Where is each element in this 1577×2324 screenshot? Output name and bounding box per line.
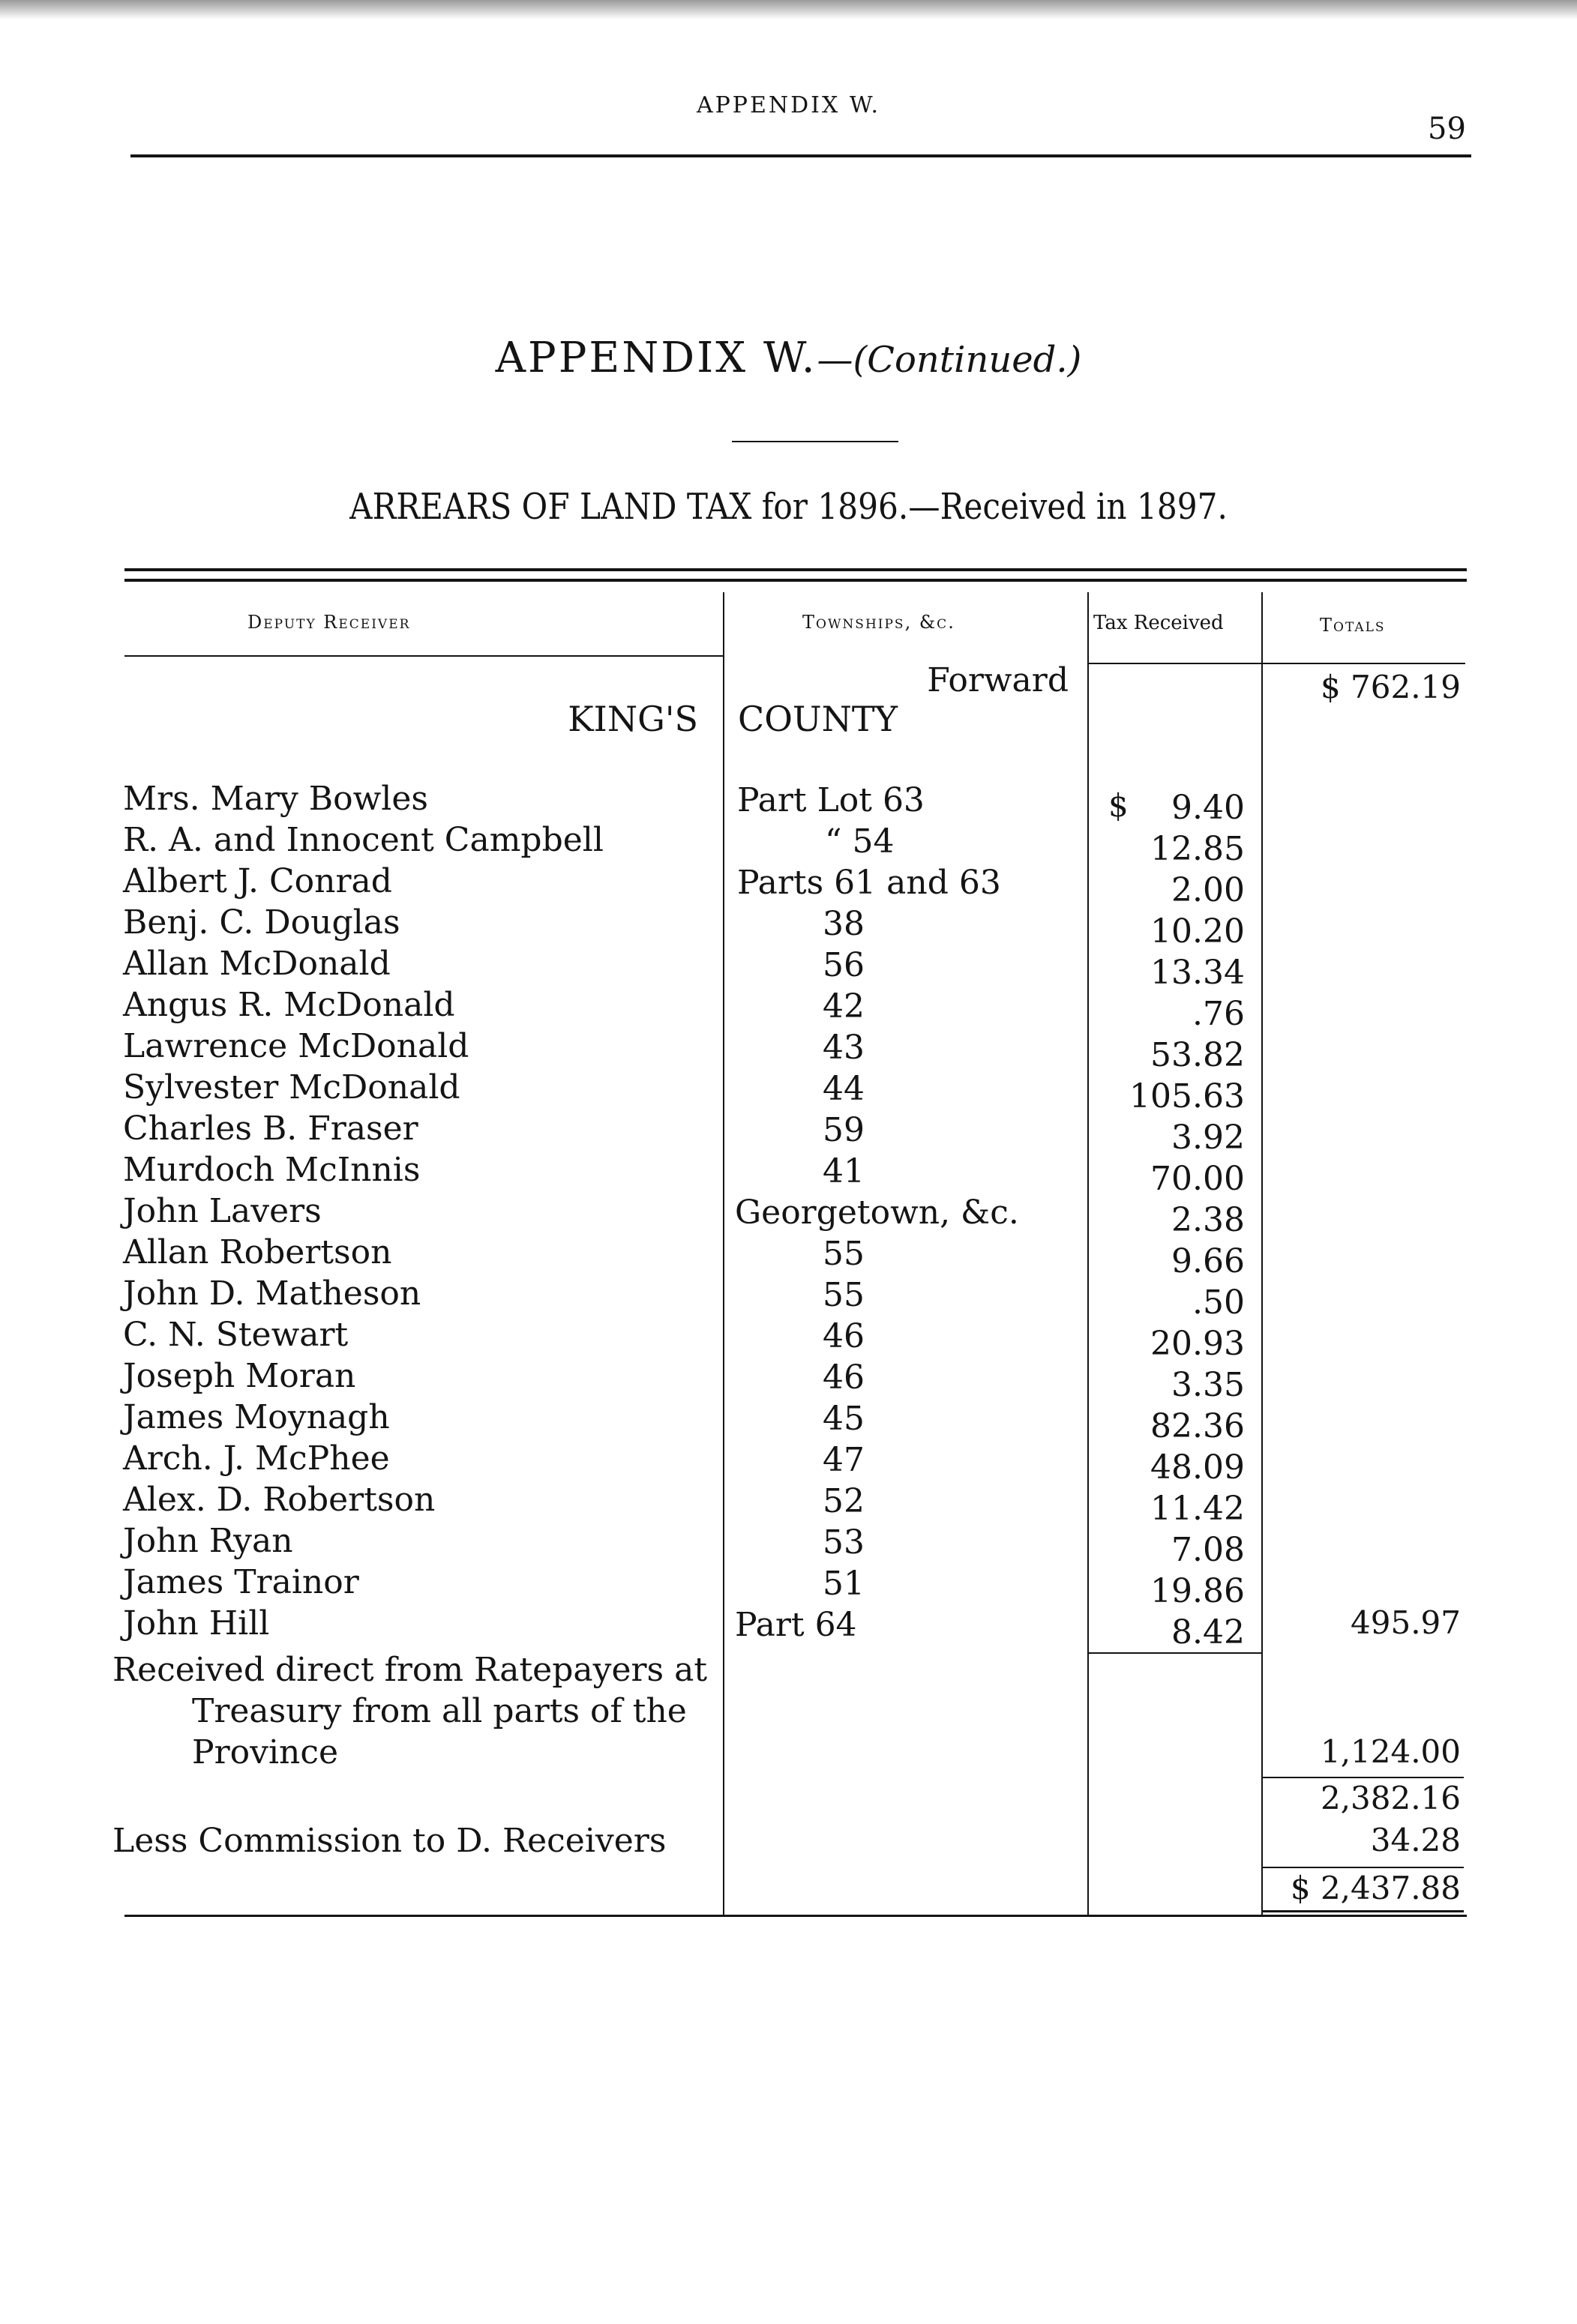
tax-received: 12.85 (1150, 830, 1245, 868)
grand-total-underline (1263, 1910, 1464, 1912)
receiver-name: John Hill (123, 1604, 270, 1643)
township: Parts 61 and 63 (737, 864, 1001, 902)
table-bottom-rule (124, 1915, 1467, 1917)
receiver-name: James Trainor (123, 1563, 359, 1601)
page-title (0, 334, 1577, 382)
township: 52 (823, 1482, 865, 1520)
township: 47 (823, 1441, 865, 1479)
township: 53 (823, 1523, 865, 1562)
township: 41 (823, 1152, 865, 1190)
tax-received: 82.36 (1150, 1407, 1245, 1445)
tax-received: 13.34 (1150, 954, 1245, 992)
receiver-name: Alex. D. Robertson (123, 1481, 436, 1519)
subtotal-rule (1263, 1777, 1464, 1778)
township: “ 54 (825, 822, 895, 861)
township: 59 (823, 1111, 865, 1149)
receiver-name: Benj. C. Douglas (123, 903, 400, 942)
dollar-sign: $ (1108, 787, 1129, 824)
township: 55 (823, 1276, 865, 1314)
commission-label: Less Commission to D. Receivers (112, 1822, 667, 1860)
township: 56 (823, 946, 865, 984)
forward-label: Forward (927, 661, 1069, 699)
title-main: APPENDIX W. (495, 334, 817, 382)
title-continued: —(Continued.) (817, 339, 1082, 381)
table-top-rule (124, 568, 1467, 571)
township: 51 (823, 1565, 865, 1603)
tax-received: 3.92 (1171, 1119, 1245, 1157)
column-header-receiver: Deputy Receiver (247, 612, 411, 633)
tax-received: 2.38 (1171, 1201, 1245, 1239)
receiver-name: Mrs. Mary Bowles (123, 780, 428, 818)
tax-received: 105.63 (1129, 1077, 1245, 1116)
column-header-tax: Tax Received (1093, 612, 1224, 634)
direct-receipts-line-3: Province (192, 1733, 339, 1771)
column-header-totals: Totals (1320, 615, 1386, 636)
direct-receipts-line-1: Received direct from Ratepayers at (112, 1651, 708, 1689)
tax-received: 3.35 (1171, 1366, 1245, 1404)
township: Georgetown, &c. (735, 1193, 1019, 1232)
direct-receipts-line-2: Treasury from all parts of the (192, 1692, 687, 1730)
tax-received: 20.93 (1150, 1325, 1245, 1363)
tax-received: 53.82 (1150, 1036, 1245, 1074)
tax-received: 8.42 (1171, 1613, 1245, 1652)
county-left: KING'S (568, 699, 698, 739)
table-top-rule-inner (124, 579, 1467, 582)
forward-total: $ 762.19 (1320, 669, 1461, 705)
running-head: APPENDIX W. (696, 92, 881, 118)
tax-received: 2.00 (1171, 871, 1245, 909)
receiver-name: Angus R. McDonald (123, 986, 455, 1024)
tax-received: .50 (1192, 1283, 1245, 1322)
tax-received: .76 (1192, 995, 1245, 1033)
tax-received: 48.09 (1150, 1448, 1245, 1487)
grand-total-rule (1263, 1867, 1464, 1868)
township: 46 (823, 1317, 865, 1355)
receiver-name: R. A. and Innocent Campbell (123, 821, 604, 859)
receiver-name: Sylvester McDonald (123, 1068, 460, 1107)
receiver-name: John Lavers (123, 1192, 322, 1230)
column-divider-3 (1261, 592, 1263, 1916)
county-total: 495.97 (1351, 1604, 1461, 1641)
township: Part 64 (735, 1606, 857, 1644)
table-subtitle: ARREARS OF LAND TAX for 1896.—Received in 1897. (349, 486, 1228, 528)
subtotal: 2,382.16 (1320, 1780, 1461, 1816)
receiver-name: Allan McDonald (123, 945, 391, 983)
receiver-name: John Ryan (123, 1522, 293, 1560)
township: 42 (823, 987, 865, 1026)
township: 46 (823, 1358, 865, 1397)
tax-column-total-rule (1089, 1652, 1261, 1654)
title-divider (732, 441, 898, 442)
tax-received: 11.42 (1150, 1490, 1245, 1528)
direct-receipts-total: 1,124.00 (1320, 1733, 1461, 1770)
tax-received: 10.20 (1150, 912, 1245, 951)
receiver-name: Joseph Moran (123, 1357, 356, 1395)
receiver-name: Charles B. Fraser (123, 1110, 418, 1148)
tax-received: 7.08 (1171, 1531, 1245, 1569)
receiver-name: Murdoch McInnis (123, 1151, 421, 1189)
header-bottom-rule-2 (1087, 663, 1261, 664)
header-bottom-rule-3 (1261, 663, 1465, 664)
grand-total: $ 2,437.88 (1290, 1870, 1461, 1906)
township: Part Lot 63 (737, 781, 925, 819)
commission-amount: 34.28 (1370, 1822, 1461, 1858)
receiver-name: Albert J. Conrad (123, 862, 392, 900)
tax-received: 19.86 (1150, 1572, 1245, 1610)
receiver-name: C. N. Stewart (123, 1316, 349, 1354)
receiver-name: Allan Robertson (123, 1233, 392, 1271)
receiver-name: John D. Matheson (123, 1274, 421, 1313)
scan-edge-shadow (0, 0, 1577, 19)
township: 44 (823, 1070, 865, 1108)
header-rule (130, 154, 1471, 157)
column-header-townships: Townships, &c. (802, 612, 955, 633)
header-bottom-rule-1 (124, 655, 723, 657)
township: 55 (823, 1235, 865, 1273)
receiver-name: Arch. J. McPhee (123, 1439, 390, 1478)
county-right: COUNTY (738, 699, 898, 739)
township: 38 (823, 905, 865, 943)
township: 43 (823, 1029, 865, 1067)
tax-received: 70.00 (1150, 1160, 1245, 1198)
tax-received: 9.66 (1171, 1242, 1245, 1280)
receiver-name: James Moynagh (123, 1398, 390, 1436)
page-number: 59 (1428, 112, 1466, 146)
receiver-name: Lawrence McDonald (123, 1027, 469, 1065)
tax-received: 9.40 (1171, 789, 1245, 827)
township: 45 (823, 1400, 865, 1438)
